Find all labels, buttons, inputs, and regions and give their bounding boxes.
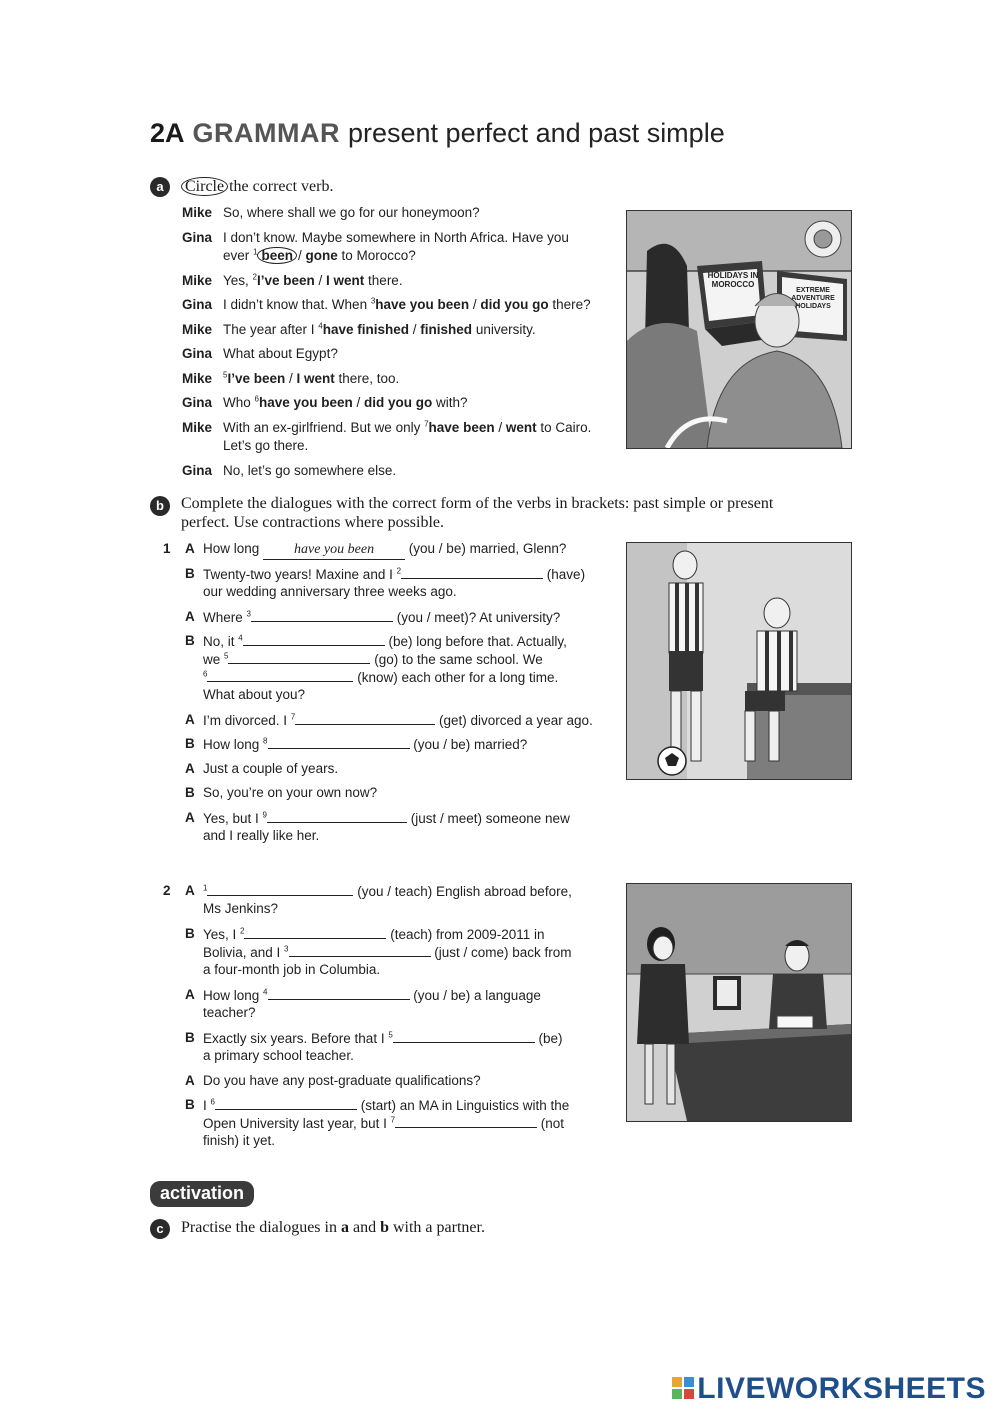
football-fans-drawing <box>627 543 851 779</box>
dialogue-line: Exactly six years. Before that I $^5$ (be) <box>203 1030 563 1046</box>
exercise-b-instruction <box>181 494 861 532</box>
answer-blank[interactable] <box>393 1029 535 1043</box>
exercise-a-badge: a <box>150 177 170 197</box>
instruction-line: Complete the dialogues with the correct form of the verbs in brackets: past simple or present <box>181 495 774 512</box>
dialogue-line: So, you’re on your own now? <box>203 785 378 800</box>
dialogue-1 <box>163 538 623 848</box>
dialogue-line: What about Egypt? <box>223 346 338 361</box>
speaker: Mike <box>182 371 213 386</box>
answer-blank[interactable] <box>395 1114 537 1128</box>
speaker: B <box>185 566 195 581</box>
speaker: Mike <box>182 273 213 288</box>
dialogue-line: Let’s go there. <box>223 438 309 453</box>
answer-blank[interactable] <box>268 735 410 749</box>
speaker: Gina <box>182 395 213 410</box>
answer-blank[interactable] <box>215 1096 357 1110</box>
dialogue-line: Ms Jenkins? <box>203 901 279 916</box>
dialogue-line: So, where shall we go for our honeymoon? <box>223 205 480 220</box>
circled-word: Circle <box>181 177 228 196</box>
speaker: Gina <box>182 346 213 361</box>
dialogue-line: Twenty-two years! Maxine and I $^2$ (have) <box>203 566 586 582</box>
dialogue-line: our wedding anniversary three weeks ago. <box>203 584 457 599</box>
sign-holidays-morocco: HOLIDAYS IN MOROCCO <box>707 271 759 289</box>
dialogue-line: What about you? <box>203 687 306 702</box>
page-title <box>150 118 725 149</box>
answer-blank[interactable] <box>295 711 435 725</box>
dialogue-line: No, it $^4$ (be) long before that. Actually, <box>203 633 567 649</box>
speaker: B <box>185 926 195 941</box>
brand-name: LIVEWORKSHEETS <box>697 1372 986 1405</box>
speaker: Mike <box>182 322 213 337</box>
answer-blank[interactable] <box>228 650 370 664</box>
dialogue-number: 2 <box>163 883 171 898</box>
dialogue-line: Do you have any post-graduate qualifications? <box>203 1073 481 1088</box>
dialogue-line: Who $^6$have you been / did you go with? <box>223 394 468 410</box>
dialogue-line: ever $^1$ been / gone to Morocco? <box>223 247 416 263</box>
instruction-line: perfect. Use contractions where possible. <box>181 514 445 531</box>
speaker: A <box>185 712 195 727</box>
option[interactable]: I went <box>296 371 335 386</box>
option[interactable]: I went <box>326 273 365 288</box>
dialogue-line: Yes, I $^2$ (teach) from 2009-2011 in <box>203 926 545 942</box>
dialogue-line: $^6$ (know) each other for a long time. <box>203 669 559 685</box>
dialogue-line: a four-month job in Columbia. <box>203 962 381 977</box>
exercise-a-dialogue <box>182 202 622 492</box>
exercise-c-badge: c <box>150 1219 170 1239</box>
option[interactable]: have you been <box>258 395 353 410</box>
example-answer: have you been <box>263 541 405 560</box>
dialogue-line: Yes, but I $^9$ (just / meet) someone new <box>203 810 570 826</box>
dialogue-line: Just a couple of years. <box>203 761 339 776</box>
unit-code: 2A <box>150 118 185 148</box>
section-name: GRAMMAR <box>192 118 340 148</box>
option[interactable]: gone <box>305 248 338 263</box>
dialogue-line: finish) it yet. <box>203 1133 276 1148</box>
option-circled[interactable]: been <box>257 247 297 264</box>
dialogue-line: No, let’s go somewhere else. <box>223 463 397 478</box>
instruction-text: the correct verb. <box>229 178 334 195</box>
option[interactable]: have you been <box>375 297 470 312</box>
answer-blank[interactable] <box>243 632 385 646</box>
answer-blank[interactable] <box>207 668 353 682</box>
answer-blank[interactable] <box>267 809 407 823</box>
speaker: Gina <box>182 463 213 478</box>
speaker: Mike <box>182 420 213 435</box>
speaker: B <box>185 633 195 648</box>
illustration-football-fans <box>626 542 852 780</box>
dialogue-line: Where $^3$ (you / meet)? At university? <box>203 609 561 625</box>
speaker: Gina <box>182 297 213 312</box>
dialogue-line: I didn’t know that. When $^3$have you been / did you go there? <box>223 296 591 312</box>
liveworksheets-logo <box>672 1372 986 1407</box>
speaker: Mike <box>182 205 213 220</box>
dialogue-line: Bolivia, and I $^3$ (just / come) back from <box>203 944 572 960</box>
option[interactable]: I’ve been <box>227 371 286 386</box>
job-interview-drawing <box>627 884 851 1121</box>
speaker: A <box>185 541 195 556</box>
speaker: B <box>185 1097 195 1112</box>
dialogue-line: I don’t know. Maybe somewhere in North Africa. Have you <box>223 230 569 245</box>
exercise-b-badge: b <box>150 496 170 516</box>
option[interactable]: I’ve been <box>256 273 315 288</box>
liveworksheets-icon <box>672 1373 694 1407</box>
dialogue-line: How long $^4$ (you / be) a language <box>203 987 541 1003</box>
dialogue-line: How long have you been (you / be) married, Glenn? <box>203 540 566 560</box>
option[interactable]: went <box>505 420 537 435</box>
speaker: Gina <box>182 230 213 245</box>
dialogue-line: The year after I $^4$have finished / finished university. <box>223 321 536 337</box>
speaker: B <box>185 1030 195 1045</box>
exercise-c-instruction: Practise the dialogues in a and b with a partner. <box>181 1219 485 1236</box>
speaker: A <box>185 883 195 898</box>
option[interactable]: have finished <box>322 322 410 337</box>
dialogue-line: teacher? <box>203 1005 256 1020</box>
illustration-couple-laptops <box>626 210 852 449</box>
answer-blank[interactable] <box>207 882 353 896</box>
speaker: A <box>185 987 195 1002</box>
dialogue-line: $^5$I’ve been / I went there, too. <box>223 370 400 386</box>
dialogue-line: How long $^8$ (you / be) married? <box>203 736 528 752</box>
activation-label: activation <box>150 1181 254 1207</box>
answer-blank[interactable] <box>244 925 386 939</box>
speaker: A <box>185 810 195 825</box>
couple-laptops-drawing <box>627 211 851 448</box>
answer-blank[interactable] <box>268 986 410 1000</box>
speaker: A <box>185 761 195 776</box>
dialogue-2 <box>163 880 623 1155</box>
option[interactable]: finished <box>420 322 473 337</box>
dialogue-line: I $^6$ (start) an MA in Linguistics with the <box>203 1097 570 1113</box>
option[interactable]: have been <box>428 420 495 435</box>
exercise-a-instruction <box>181 177 333 196</box>
speaker: A <box>185 609 195 624</box>
speaker: B <box>185 736 195 751</box>
dialogue-line: Open University last year, but I $^7$ (not <box>203 1115 565 1131</box>
option[interactable]: did you go <box>364 395 433 410</box>
dialogue-number: 1 <box>163 541 171 556</box>
illustration-job-interview <box>626 883 852 1122</box>
dialogue-line: With an ex-girlfriend. But we only $^7$have been / went to Cairo. <box>223 419 592 435</box>
speaker: A <box>185 1073 195 1088</box>
answer-blank[interactable] <box>289 943 431 957</box>
dialogue-line: I’m divorced. I $^7$ (get) divorced a year ago. <box>203 712 593 728</box>
dialogue-line: and I really like her. <box>203 828 320 843</box>
sign-extreme-adventure: EXTREME ADVENTURE HOLIDAYS <box>791 287 835 310</box>
answer-blank[interactable] <box>251 608 393 622</box>
dialogue-line: we $^5$ (go) to the same school. We <box>203 651 543 667</box>
speaker: B <box>185 785 195 800</box>
option[interactable]: did you go <box>480 297 549 312</box>
dialogue-line: $^1$ (you / teach) English abroad before, <box>203 883 572 899</box>
answer-blank[interactable] <box>401 565 543 579</box>
dialogue-line: a primary school teacher. <box>203 1048 354 1063</box>
dialogue-line: Yes, $^2$I’ve been / I went there. <box>223 272 403 288</box>
grammar-topic: present perfect and past simple <box>348 118 725 148</box>
